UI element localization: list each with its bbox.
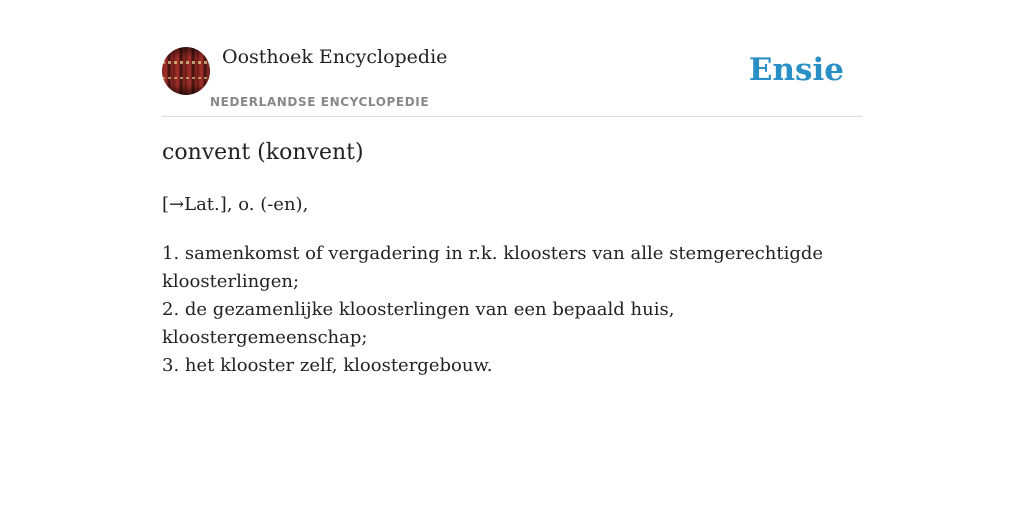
entry-grammar: [162, 194, 308, 215]
site-title-link[interactable]: Oosthoek Encyclopedie: [222, 46, 448, 68]
definitions: [162, 240, 852, 380]
grammar-bracket-open: [: [162, 194, 170, 215]
site-subtitle: NEDERLANDSE ENCYCLOPEDIE: [210, 95, 430, 109]
page: [162, 0, 862, 376]
definition-item: 3. het klooster zelf, kloostergebouw.: [162, 355, 493, 376]
definition-item: 1. samenkomst of vergadering in r.k. kloosters van alle stemgerechtigde kloosterlingen;: [162, 243, 824, 292]
entry-title: convent (konvent): [162, 140, 364, 165]
encyclopedia-books-avatar[interactable]: [162, 47, 210, 95]
latin-reference-link[interactable]: →Lat.: [169, 194, 220, 215]
grammar-rest: ], o. (-en),: [219, 194, 309, 215]
header: [162, 0, 862, 117]
definition-item: 2. de gezamenlijke kloosterlingen van een bepaald huis, kloostergemeenschap;: [162, 299, 675, 348]
ensie-logo-link[interactable]: Ensie: [748, 52, 844, 88]
